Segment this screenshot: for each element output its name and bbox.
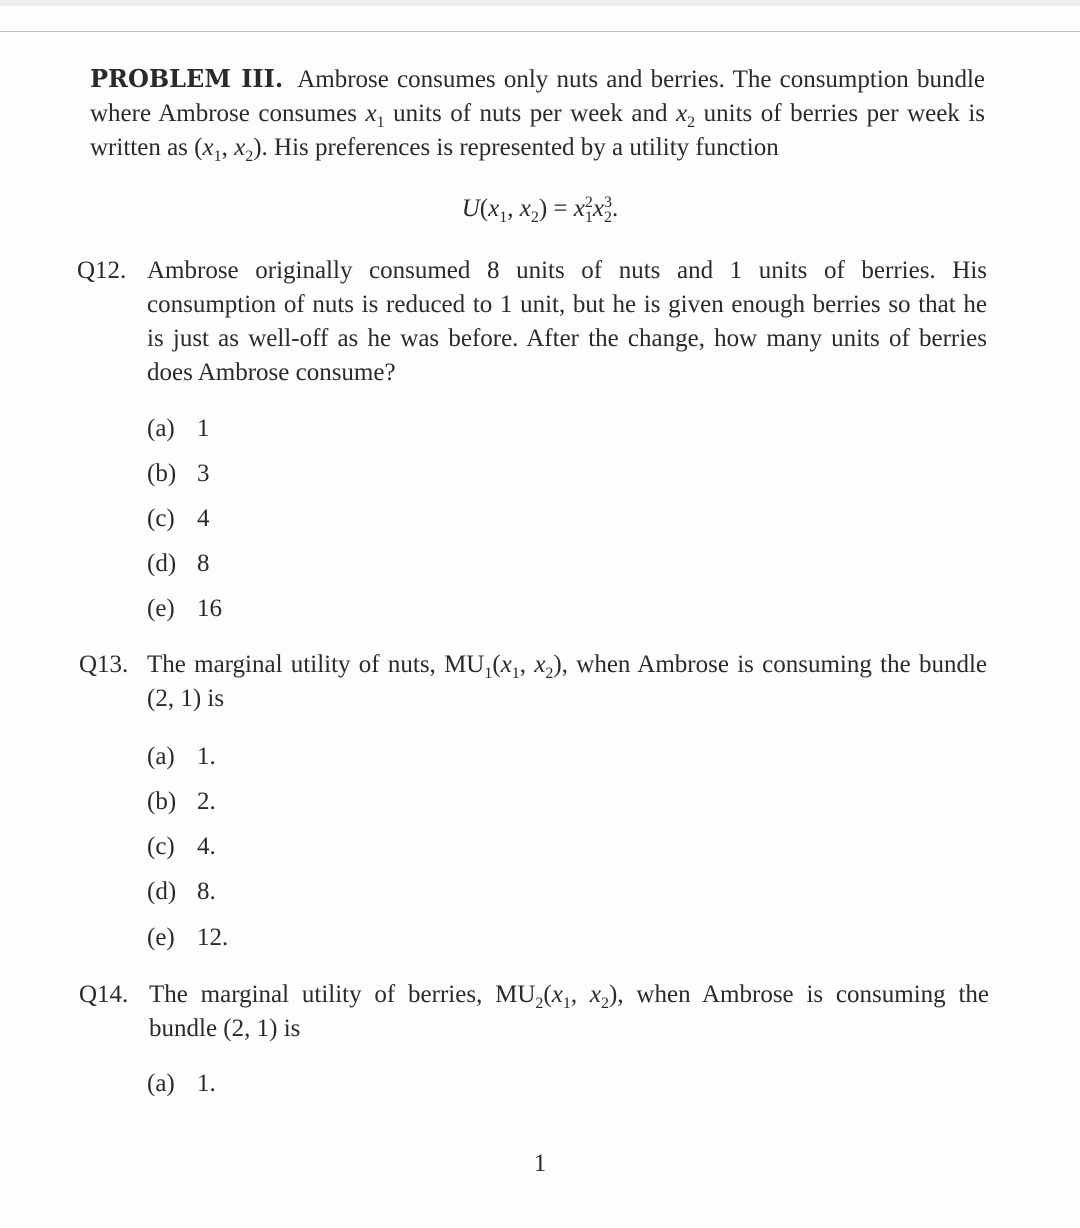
option-label: (e)	[147, 595, 175, 622]
option-item	[147, 414, 210, 444]
option-label: (a)	[147, 415, 175, 442]
question-number: Q14.	[79, 981, 129, 1008]
option-label: (b)	[147, 788, 177, 815]
question-number: Q13.	[79, 651, 129, 678]
option-value: 12.	[197, 924, 229, 951]
option-item	[147, 923, 228, 953]
option-label: (c)	[147, 833, 175, 860]
problem-statement: PROBLEM III. Ambrose consumes only nuts and berries. The consumption bundle where Ambrose consumes $x_1$ units of nuts per week and $x_2$ units of berries per week is written as ($x_1$, $x_2$). His preferences is represented by a utility function	[90, 64, 985, 165]
question-text: The marginal utility of nuts, $MU_1(x_1$, $x_2$), when Ambrose is consuming the bundle (2, 1) is	[147, 651, 987, 712]
question-text: Ambrose originally consumed 8 units of nuts and 1 units of berries. His consumption of nuts is reduced to 1 unit, but he is given enough berries so that he is just as well-off as he was before. After the change, how many units of berries does Ambrose consume?	[147, 257, 987, 386]
utility-equation: $U(x_1$, $x_2) = x_1^2x_2^3$.	[461, 193, 619, 226]
option-item	[147, 594, 222, 624]
option-value: 4.	[197, 833, 216, 860]
option-item	[147, 549, 210, 579]
option-label: (d)	[147, 878, 177, 905]
option-value: 1.	[197, 1070, 216, 1097]
option-item	[147, 787, 216, 817]
option-value: 2.	[197, 788, 216, 815]
option-item	[147, 504, 210, 534]
problem-heading: PROBLEM III.	[90, 64, 284, 93]
page-number: 1	[533, 1150, 547, 1177]
option-value: 4	[197, 505, 210, 532]
option-value: 8.	[197, 878, 216, 905]
option-value: 8	[197, 550, 210, 577]
option-item	[147, 877, 216, 907]
option-item	[147, 1069, 216, 1099]
question-number: Q12.	[77, 257, 127, 284]
option-label: (e)	[147, 924, 175, 951]
option-item	[147, 742, 216, 772]
top-bar	[0, 0, 1080, 6]
option-item	[147, 832, 216, 862]
option-value: 1.	[197, 743, 216, 770]
option-item	[147, 459, 210, 489]
option-label: (a)	[147, 743, 175, 770]
option-label: (c)	[147, 505, 175, 532]
option-value: 16	[197, 595, 222, 622]
header-rule	[0, 31, 1080, 32]
option-label: (a)	[147, 1070, 175, 1097]
option-label: (b)	[147, 460, 177, 487]
option-label: (d)	[147, 550, 177, 577]
option-value: 3	[197, 460, 210, 487]
option-value: 1	[197, 415, 210, 442]
question-text: The marginal utility of berries, $MU_2(x_1$, $x_2$), when Ambrose is consuming the bundle (2, 1) is	[149, 981, 989, 1042]
